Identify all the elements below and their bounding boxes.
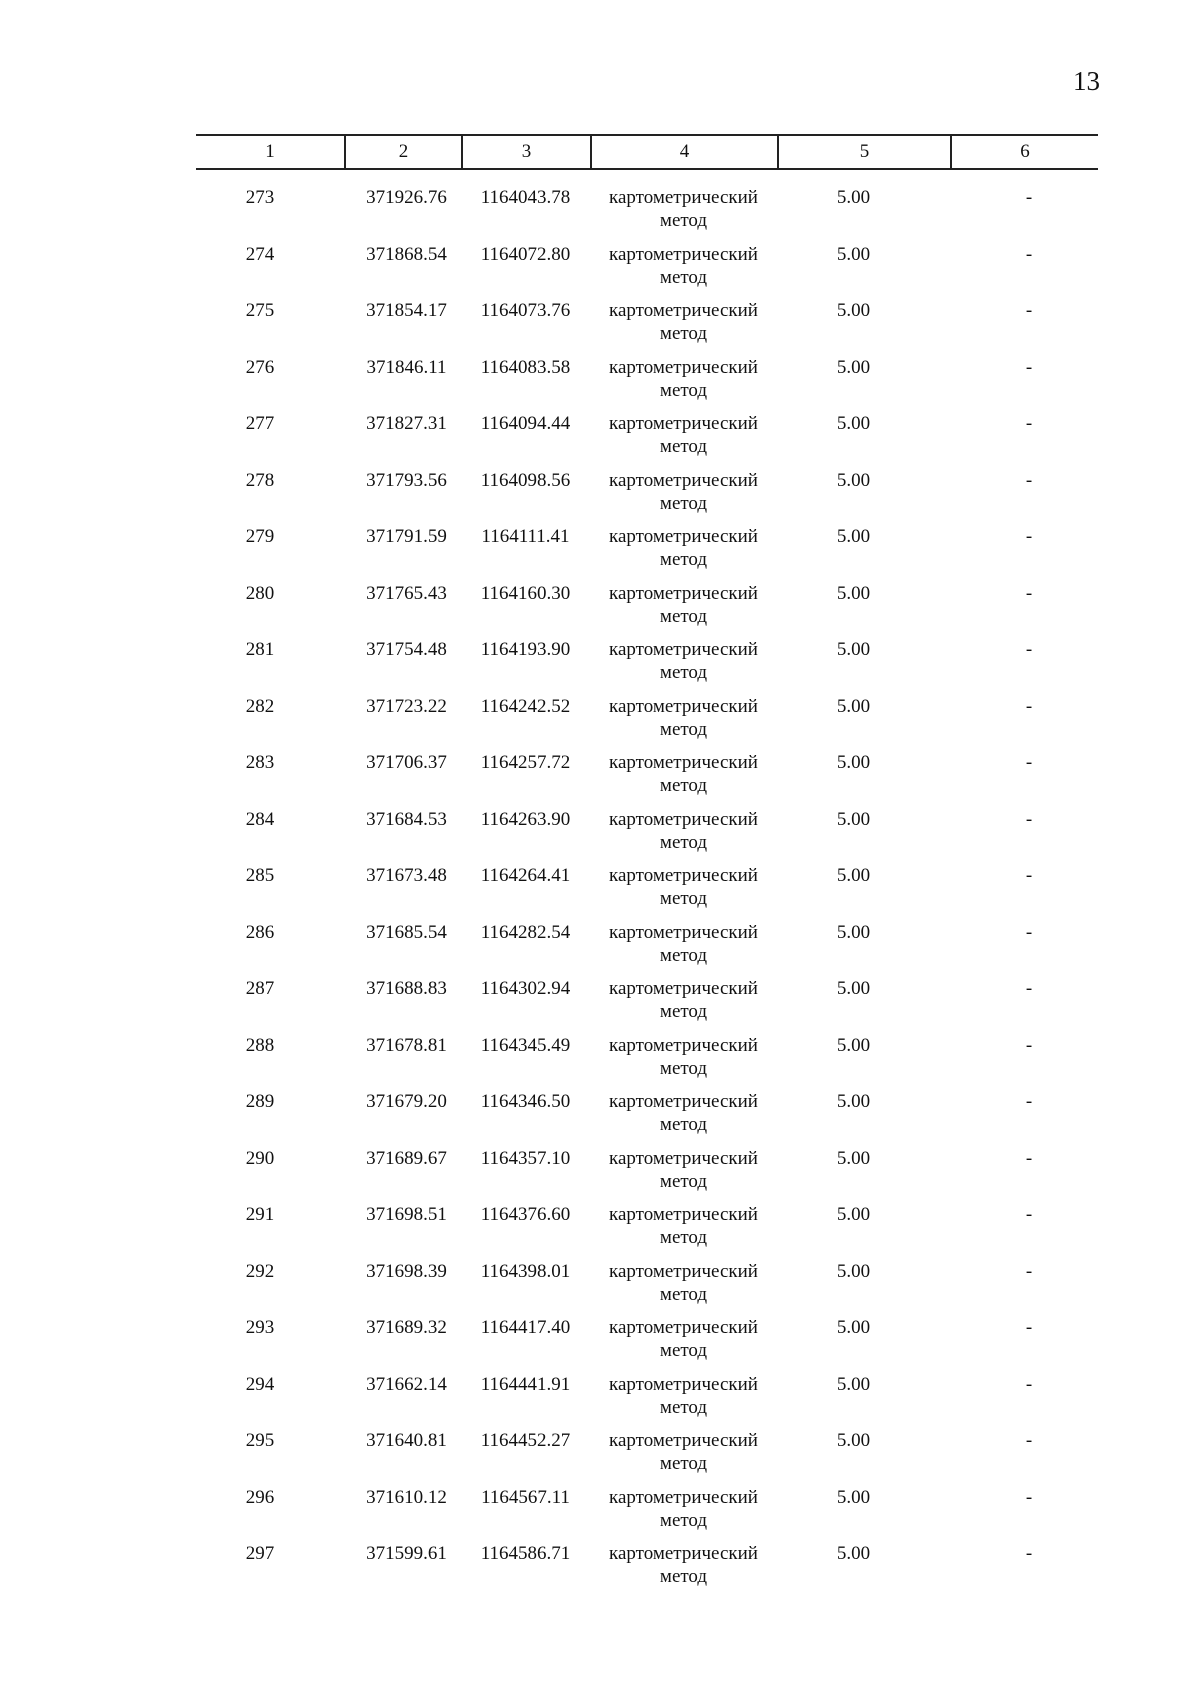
accuracy-cell: 5.00 bbox=[836, 1091, 871, 1112]
table-row bbox=[196, 864, 1098, 921]
method-text-line: метод bbox=[659, 605, 708, 627]
point-number-cell: 283 bbox=[245, 752, 275, 773]
table-row bbox=[196, 1486, 1098, 1543]
table-row bbox=[196, 921, 1098, 978]
table-row bbox=[196, 243, 1098, 300]
note-cell: - bbox=[1025, 1147, 1033, 1169]
note-cell: - bbox=[1025, 1317, 1033, 1338]
x-coordinate-cell: 371673.48 bbox=[366, 865, 447, 886]
note-cell: - bbox=[1025, 356, 1033, 378]
point-number-cell: 276 bbox=[245, 356, 275, 378]
point-number-cell: 279 bbox=[245, 526, 275, 547]
x-coordinate-cell: 371846.11 bbox=[366, 356, 447, 378]
table-row bbox=[196, 469, 1098, 526]
x-coordinate-cell: 371689.32 bbox=[366, 1317, 447, 1338]
method-text-line: метод bbox=[659, 1283, 708, 1305]
page-number: 13 bbox=[1073, 66, 1100, 96]
accuracy-cell: 5.00 bbox=[836, 1543, 871, 1564]
method-text-line: метод bbox=[659, 1453, 708, 1474]
method-text-line: картометрический bbox=[609, 1543, 758, 1564]
method-cell bbox=[590, 412, 777, 469]
y-coordinate-cell: 1164441.91 bbox=[480, 1373, 571, 1395]
note-cell: - bbox=[1025, 243, 1033, 265]
method-text-line: картометрический bbox=[609, 413, 758, 434]
y-coordinate-cell: 1164263.90 bbox=[480, 808, 571, 830]
point-number-cell: 285 bbox=[245, 865, 275, 886]
note-cell: - bbox=[1025, 1034, 1033, 1056]
y-coordinate-cell: 1164302.94 bbox=[480, 978, 571, 999]
x-coordinate-cell: 371610.12 bbox=[366, 1486, 447, 1508]
table-row bbox=[196, 1373, 1098, 1430]
table-row bbox=[196, 186, 1098, 243]
method-cell bbox=[590, 1260, 777, 1317]
method-text-line: метод bbox=[659, 1509, 708, 1531]
point-number-cell: 296 bbox=[245, 1486, 275, 1508]
accuracy-cell: 5.00 bbox=[836, 187, 871, 208]
y-coordinate-cell: 1164257.72 bbox=[480, 752, 571, 773]
x-coordinate-cell: 371723.22 bbox=[366, 695, 447, 717]
table-row bbox=[196, 638, 1098, 695]
table-row bbox=[196, 1034, 1098, 1091]
point-number-cell: 274 bbox=[245, 243, 275, 265]
accuracy-cell: 5.00 bbox=[836, 1147, 871, 1169]
accuracy-cell: 5.00 bbox=[836, 752, 871, 773]
method-text-line: картометрический bbox=[609, 978, 758, 999]
accuracy-cell: 5.00 bbox=[836, 1260, 871, 1282]
table-row bbox=[196, 808, 1098, 865]
method-cell bbox=[590, 356, 777, 413]
method-cell bbox=[590, 808, 777, 865]
y-coordinate-cell: 1164111.41 bbox=[481, 526, 570, 547]
y-coordinate-cell: 1164073.76 bbox=[480, 300, 571, 321]
method-text-line: картометрический bbox=[609, 752, 758, 773]
x-coordinate-cell: 371926.76 bbox=[366, 187, 447, 208]
table-row bbox=[196, 525, 1098, 582]
accuracy-cell: 5.00 bbox=[836, 1034, 871, 1056]
point-number-cell: 287 bbox=[245, 978, 275, 999]
method-text-line: картометрический bbox=[609, 469, 758, 491]
note-cell: - bbox=[1025, 1373, 1033, 1395]
method-text-line: картометрический bbox=[609, 1091, 758, 1112]
x-coordinate-cell: 371698.39 bbox=[366, 1260, 447, 1282]
method-text-line: картометрический bbox=[609, 1373, 758, 1395]
coordinates-table bbox=[196, 134, 1098, 1599]
method-text-line: картометрический bbox=[609, 921, 758, 943]
point-number-cell: 277 bbox=[245, 413, 275, 434]
point-number-cell: 275 bbox=[245, 300, 275, 321]
method-text-line: картометрический bbox=[609, 1260, 758, 1282]
x-coordinate-cell: 371685.54 bbox=[366, 921, 447, 943]
table-header bbox=[196, 134, 1098, 170]
method-text-line: картометрический bbox=[609, 865, 758, 886]
point-number-cell: 278 bbox=[245, 469, 275, 491]
note-cell: - bbox=[1025, 187, 1033, 208]
y-coordinate-cell: 1164160.30 bbox=[480, 582, 571, 604]
note-cell: - bbox=[1025, 582, 1033, 604]
table-row bbox=[196, 1260, 1098, 1317]
y-coordinate-cell: 1164242.52 bbox=[480, 695, 571, 717]
method-cell bbox=[590, 1316, 777, 1373]
method-cell bbox=[590, 1034, 777, 1091]
column-header-6: 6 bbox=[950, 136, 1098, 168]
method-text-line: метод bbox=[659, 1566, 708, 1587]
y-coordinate-cell: 1164072.80 bbox=[480, 243, 571, 265]
method-cell bbox=[590, 751, 777, 808]
table-row bbox=[196, 1429, 1098, 1486]
method-text-line: метод bbox=[659, 436, 708, 457]
method-text-line: картометрический bbox=[609, 1204, 758, 1225]
accuracy-cell: 5.00 bbox=[836, 526, 871, 547]
accuracy-cell: 5.00 bbox=[836, 356, 871, 378]
accuracy-cell: 5.00 bbox=[836, 1486, 871, 1508]
point-number-cell: 290 bbox=[245, 1147, 275, 1169]
method-text-line: метод bbox=[659, 1001, 708, 1022]
y-coordinate-cell: 1164376.60 bbox=[480, 1204, 571, 1225]
note-cell: - bbox=[1025, 526, 1033, 547]
accuracy-cell: 5.00 bbox=[836, 921, 871, 943]
method-text-line: картометрический bbox=[609, 300, 758, 321]
point-number-cell: 282 bbox=[245, 695, 275, 717]
x-coordinate-cell: 371854.17 bbox=[366, 300, 447, 321]
column-header-5: 5 bbox=[777, 136, 950, 168]
accuracy-cell: 5.00 bbox=[836, 1430, 871, 1451]
note-cell: - bbox=[1025, 1430, 1033, 1451]
point-number-cell: 297 bbox=[245, 1543, 275, 1564]
accuracy-cell: 5.00 bbox=[836, 695, 871, 717]
method-text-line: картометрический bbox=[609, 639, 758, 660]
table-row bbox=[196, 299, 1098, 356]
accuracy-cell: 5.00 bbox=[836, 413, 871, 434]
method-text-line: метод bbox=[659, 944, 708, 966]
note-cell: - bbox=[1025, 1543, 1033, 1564]
accuracy-cell: 5.00 bbox=[836, 582, 871, 604]
table-row bbox=[196, 1542, 1098, 1599]
x-coordinate-cell: 371688.83 bbox=[366, 978, 447, 999]
note-cell: - bbox=[1025, 413, 1033, 434]
y-coordinate-cell: 1164083.58 bbox=[480, 356, 571, 378]
x-coordinate-cell: 371640.81 bbox=[366, 1430, 447, 1451]
method-cell bbox=[590, 977, 777, 1034]
y-coordinate-cell: 1164357.10 bbox=[480, 1147, 571, 1169]
table-row bbox=[196, 1090, 1098, 1147]
method-text-line: метод bbox=[659, 888, 708, 909]
x-coordinate-cell: 371684.53 bbox=[366, 808, 447, 830]
accuracy-cell: 5.00 bbox=[836, 243, 871, 265]
method-cell bbox=[590, 469, 777, 526]
method-cell bbox=[590, 1429, 777, 1486]
point-number-cell: 280 bbox=[245, 582, 275, 604]
table-row bbox=[196, 1203, 1098, 1260]
y-coordinate-cell: 1164193.90 bbox=[480, 639, 571, 660]
note-cell: - bbox=[1025, 1091, 1033, 1112]
method-cell bbox=[590, 1203, 777, 1260]
column-header-4: 4 bbox=[590, 136, 777, 168]
method-text-line: метод bbox=[659, 266, 708, 288]
method-cell bbox=[590, 525, 777, 582]
x-coordinate-cell: 371754.48 bbox=[366, 639, 447, 660]
method-text-line: метод bbox=[659, 1227, 708, 1248]
method-text-line: картометрический bbox=[609, 526, 758, 547]
table-row bbox=[196, 751, 1098, 808]
method-text-line: метод bbox=[659, 718, 708, 740]
method-cell bbox=[590, 299, 777, 356]
x-coordinate-cell: 371765.43 bbox=[366, 582, 447, 604]
note-cell: - bbox=[1025, 639, 1033, 660]
y-coordinate-cell: 1164094.44 bbox=[480, 413, 571, 434]
y-coordinate-cell: 1164345.49 bbox=[480, 1034, 571, 1056]
method-text-line: метод bbox=[659, 775, 708, 796]
x-coordinate-cell: 371662.14 bbox=[366, 1373, 447, 1395]
point-number-cell: 292 bbox=[245, 1260, 275, 1282]
table-row bbox=[196, 977, 1098, 1034]
table-row bbox=[196, 582, 1098, 639]
method-cell bbox=[590, 921, 777, 978]
method-text-line: метод bbox=[659, 210, 708, 231]
note-cell: - bbox=[1025, 1486, 1033, 1508]
table-row bbox=[196, 412, 1098, 469]
column-header-3: 3 bbox=[461, 136, 590, 168]
note-cell: - bbox=[1025, 978, 1033, 999]
method-text-line: картометрический bbox=[609, 1317, 758, 1338]
method-cell bbox=[590, 695, 777, 752]
note-cell: - bbox=[1025, 695, 1033, 717]
method-text-line: метод bbox=[659, 379, 708, 401]
y-coordinate-cell: 1164264.41 bbox=[480, 865, 571, 886]
column-header-2: 2 bbox=[344, 136, 461, 168]
method-cell bbox=[590, 1542, 777, 1599]
point-number-cell: 294 bbox=[245, 1373, 275, 1395]
point-number-cell: 286 bbox=[245, 921, 275, 943]
table-row bbox=[196, 695, 1098, 752]
accuracy-cell: 5.00 bbox=[836, 639, 871, 660]
method-text-line: картометрический bbox=[609, 243, 758, 265]
accuracy-cell: 5.00 bbox=[836, 978, 871, 999]
point-number-cell: 293 bbox=[245, 1317, 275, 1338]
note-cell: - bbox=[1025, 921, 1033, 943]
accuracy-cell: 5.00 bbox=[836, 300, 871, 321]
accuracy-cell: 5.00 bbox=[836, 865, 871, 886]
method-text-line: метод bbox=[659, 1114, 708, 1135]
x-coordinate-cell: 371698.51 bbox=[366, 1204, 447, 1225]
table-row bbox=[196, 1316, 1098, 1373]
y-coordinate-cell: 1164398.01 bbox=[480, 1260, 571, 1282]
method-cell bbox=[590, 1147, 777, 1204]
y-coordinate-cell: 1164043.78 bbox=[480, 187, 571, 208]
note-cell: - bbox=[1025, 752, 1033, 773]
point-number-cell: 291 bbox=[245, 1204, 275, 1225]
method-text-line: картометрический bbox=[609, 1034, 758, 1056]
method-text-line: метод bbox=[659, 549, 708, 570]
method-cell bbox=[590, 243, 777, 300]
method-text-line: метод bbox=[659, 1396, 708, 1418]
point-number-cell: 288 bbox=[245, 1034, 275, 1056]
x-coordinate-cell: 371706.37 bbox=[366, 752, 447, 773]
x-coordinate-cell: 371827.31 bbox=[366, 413, 447, 434]
y-coordinate-cell: 1164417.40 bbox=[480, 1317, 571, 1338]
method-text-line: картометрический bbox=[609, 1147, 758, 1169]
accuracy-cell: 5.00 bbox=[836, 1373, 871, 1395]
x-coordinate-cell: 371791.59 bbox=[366, 526, 447, 547]
method-text-line: картометрический bbox=[609, 187, 758, 208]
y-coordinate-cell: 1164098.56 bbox=[480, 469, 571, 491]
method-cell bbox=[590, 582, 777, 639]
point-number-cell: 284 bbox=[245, 808, 275, 830]
accuracy-cell: 5.00 bbox=[836, 469, 871, 491]
table-row bbox=[196, 1147, 1098, 1204]
note-cell: - bbox=[1025, 865, 1033, 886]
accuracy-cell: 5.00 bbox=[836, 1317, 871, 1338]
y-coordinate-cell: 1164586.71 bbox=[480, 1543, 571, 1564]
table-row bbox=[196, 356, 1098, 413]
method-cell bbox=[590, 186, 777, 243]
method-cell bbox=[590, 1486, 777, 1543]
method-text-line: картометрический bbox=[609, 695, 758, 717]
note-cell: - bbox=[1025, 469, 1033, 491]
x-coordinate-cell: 371868.54 bbox=[366, 243, 447, 265]
method-text-line: метод bbox=[659, 662, 708, 683]
method-text-line: метод bbox=[659, 323, 708, 344]
x-coordinate-cell: 371793.56 bbox=[366, 469, 447, 491]
x-coordinate-cell: 371678.81 bbox=[366, 1034, 447, 1056]
x-coordinate-cell: 371599.61 bbox=[366, 1543, 447, 1564]
method-cell bbox=[590, 638, 777, 695]
method-text-line: картометрический bbox=[609, 1430, 758, 1451]
method-text-line: метод bbox=[659, 1170, 708, 1192]
point-number-cell: 289 bbox=[245, 1091, 275, 1112]
point-number-cell: 281 bbox=[245, 639, 275, 660]
method-text-line: картометрический bbox=[609, 808, 758, 830]
accuracy-cell: 5.00 bbox=[836, 808, 871, 830]
table-body bbox=[196, 170, 1098, 1599]
x-coordinate-cell: 371689.67 bbox=[366, 1147, 447, 1169]
y-coordinate-cell: 1164282.54 bbox=[480, 921, 571, 943]
y-coordinate-cell: 1164567.11 bbox=[481, 1486, 570, 1508]
method-text-line: метод bbox=[659, 492, 708, 514]
method-text-line: метод bbox=[659, 831, 708, 853]
y-coordinate-cell: 1164452.27 bbox=[480, 1430, 571, 1451]
x-coordinate-cell: 371679.20 bbox=[366, 1091, 447, 1112]
column-header-1: 1 bbox=[265, 141, 275, 162]
method-cell bbox=[590, 1373, 777, 1430]
method-cell bbox=[590, 864, 777, 921]
note-cell: - bbox=[1025, 808, 1033, 830]
note-cell: - bbox=[1025, 1260, 1033, 1282]
note-cell: - bbox=[1025, 1204, 1033, 1225]
method-text-line: картометрический bbox=[609, 1486, 758, 1508]
y-coordinate-cell: 1164346.50 bbox=[480, 1091, 571, 1112]
method-text-line: метод bbox=[659, 1340, 708, 1361]
method-text-line: картометрический bbox=[609, 356, 758, 378]
point-number-cell: 295 bbox=[245, 1430, 275, 1451]
point-number-cell: 273 bbox=[245, 187, 275, 208]
method-text-line: картометрический bbox=[609, 582, 758, 604]
accuracy-cell: 5.00 bbox=[836, 1204, 871, 1225]
note-cell: - bbox=[1025, 300, 1033, 321]
method-cell bbox=[590, 1090, 777, 1147]
method-text-line: метод bbox=[659, 1057, 708, 1079]
